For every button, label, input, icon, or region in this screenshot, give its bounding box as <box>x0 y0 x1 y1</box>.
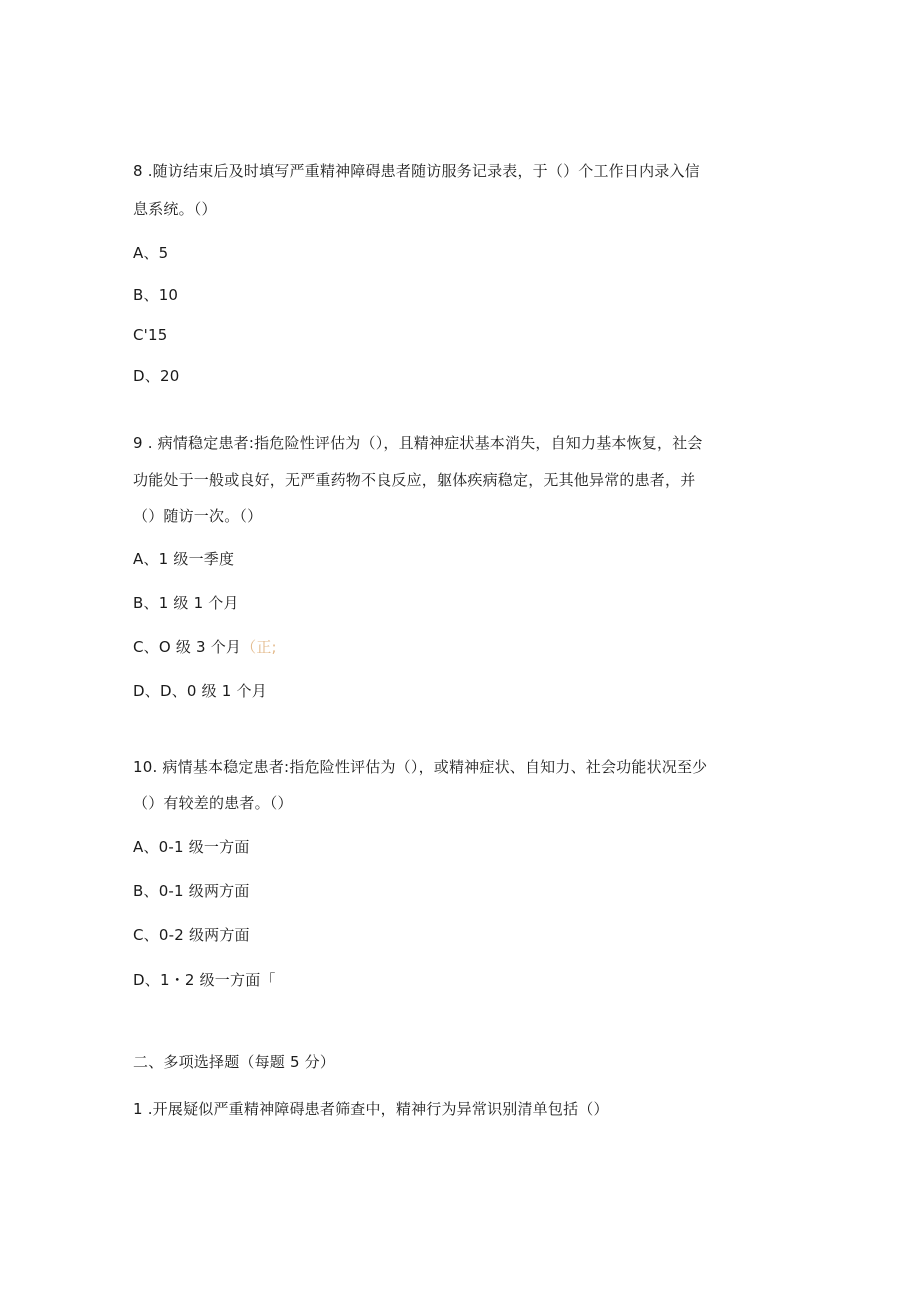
q10-stem-line-2: （）有较差的患者。（） <box>133 794 293 812</box>
q10-option-b: B、0-1 级两方面 <box>133 882 250 900</box>
q9-option-c-annotation: （正; <box>241 638 277 656</box>
section-2-question-1: 1 .开展疑似严重精神障碍患者筛查中，精神行为异常识别清单包括（） <box>133 1100 609 1118</box>
q10-stem-line-1: 10. 病情基本稳定患者:指危险性评估为（），或精神症状、自知力、社会功能状况至少 <box>133 758 708 776</box>
q9-option-a: A、1 级一季度 <box>133 550 235 568</box>
q10-option-a: A、0-1 级一方面 <box>133 838 250 856</box>
q10-option-c: C、0-2 级两方面 <box>133 926 250 944</box>
q8-stem-line-2: 息系统。（） <box>133 200 217 218</box>
q8-option-a: A、5 <box>133 244 169 262</box>
q9-stem-line-2: 功能处于一般或良好，无严重药物不良反应，躯体疾病稳定，无其他异常的患者，并 <box>133 471 696 489</box>
q9-stem-line-3: （）随访一次。（） <box>133 507 263 525</box>
q8-stem-line-1: 8 .随访结束后及时填写严重精神障碍患者随访服务记录表，于（）个工作日内录入信 <box>133 162 700 180</box>
q8-option-b: B、10 <box>133 286 179 304</box>
q8-option-d: D、20 <box>133 367 180 385</box>
q9-option-b: B、1 级 1 个月 <box>133 594 239 612</box>
q8-option-c: C'15 <box>133 326 168 344</box>
q9-option-c-text: C、O 级 3 个月 <box>133 638 242 656</box>
q9-option-d: D、D、0 级 1 个月 <box>133 682 267 700</box>
q9-stem-line-1: 9 . 病情稳定患者:指危险性评估为（），且精神症状基本消失，自知力基本恢复，社会 <box>133 434 703 452</box>
q9-option-c <box>133 637 277 657</box>
q10-option-d: D、1・2 级一方面「 <box>133 971 276 989</box>
section-2-heading: 二、多项选择题（每题 5 分） <box>133 1053 336 1071</box>
